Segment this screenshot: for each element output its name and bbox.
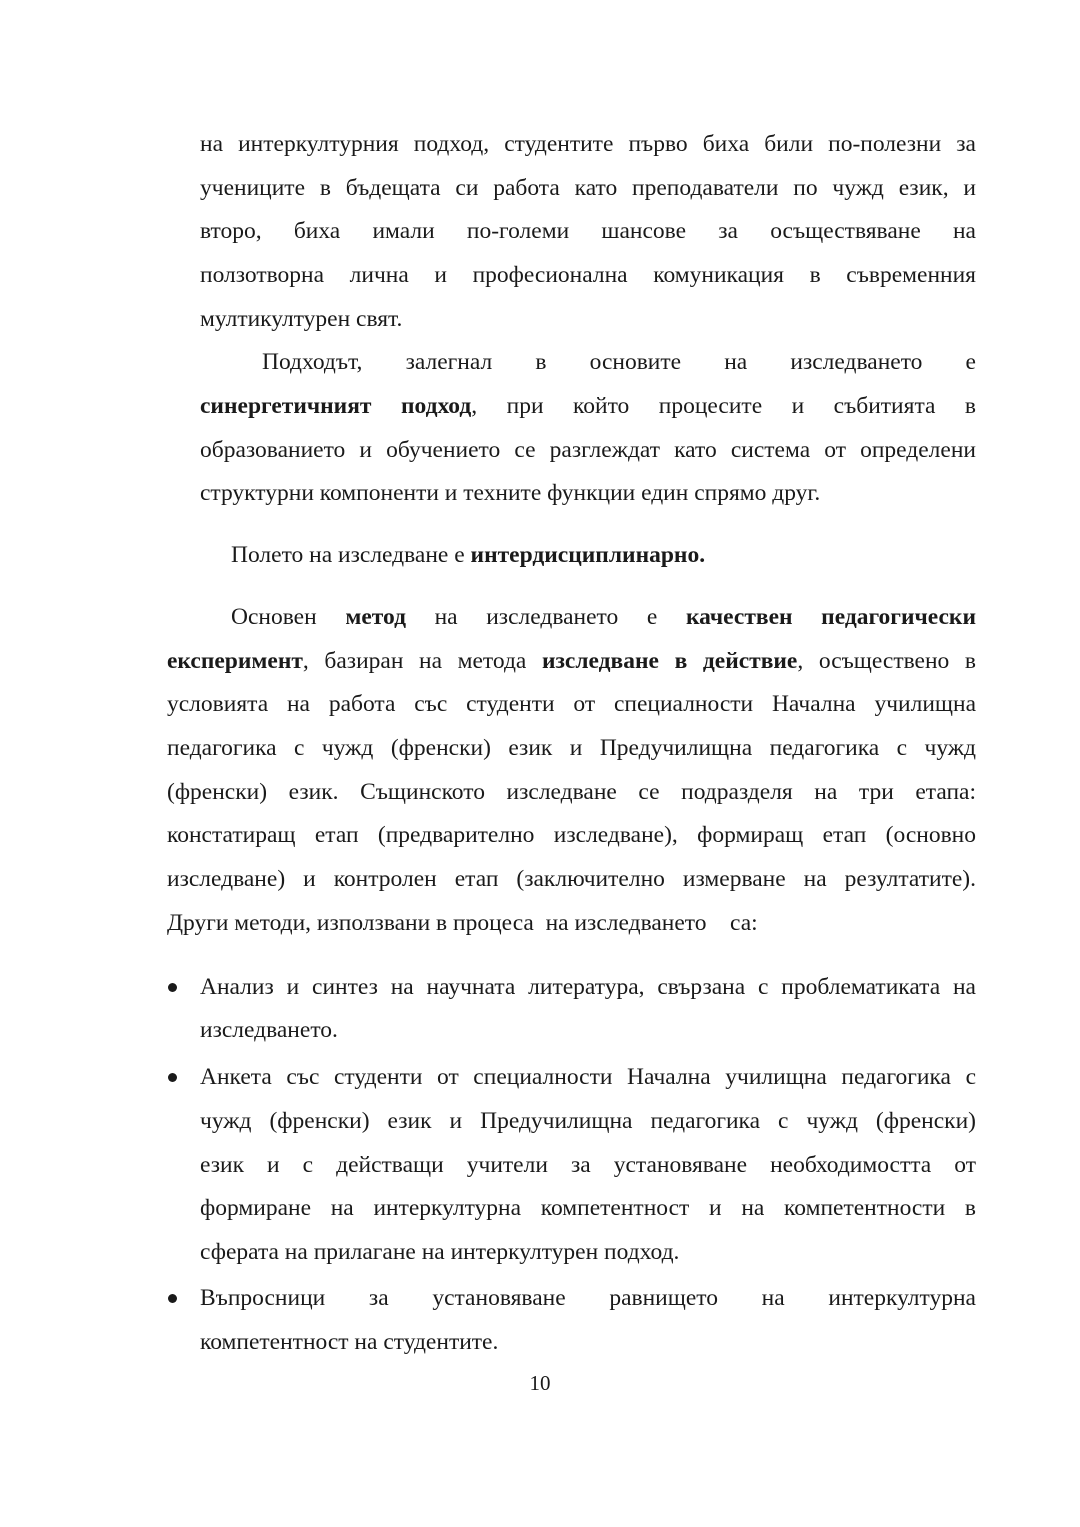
page-number: 10 — [529, 1371, 551, 1395]
text-line: констатиращ етап (предварително изследване), формиращ етап (основно — [167, 822, 976, 848]
text-line: ползотворна лична и професионална комуникация в съвременния — [200, 262, 976, 288]
text-line: второ, биха имали по-големи шансове за осъществяване на — [200, 218, 976, 244]
text-line: педагогика с чужд (френски) език и Предучилищна педагогика с чужд — [167, 735, 976, 761]
text-span: , при който процесите и събитията в — [471, 393, 977, 419]
text-line: Други методи, използвани в процеса на изследването са: — [167, 910, 758, 936]
bold-term: интердисциплинарно. — [470, 542, 706, 568]
text-line: мултикултурен свят. — [200, 306, 403, 332]
text-line — [231, 540, 705, 570]
bold-term: метод — [345, 604, 406, 630]
list-item-line: формиране на интеркултурна компетентност и на компетентности в — [200, 1195, 976, 1221]
text-line — [231, 602, 976, 632]
bold-term: качествен педагогически — [685, 604, 976, 630]
text-line — [200, 391, 976, 421]
list-item-line: изследването. — [200, 1017, 338, 1043]
list-item-line: Въпросници за установяване равнището на интеркултурна — [200, 1285, 976, 1311]
bullet-icon — [168, 1294, 177, 1303]
bold-term: експеримент — [167, 648, 303, 674]
bullet-icon — [168, 983, 177, 992]
list-item-line: сферата на прилагане на интеркултурен подход. — [200, 1239, 680, 1265]
text-span: Основен — [231, 604, 346, 630]
text-line: образованието и обучението се разглеждат като система от определени — [200, 437, 976, 463]
text-span: , осъществено в — [797, 648, 977, 674]
list-item-line: чужд (френски) език и Предучилищна педагогика с чужд (френски) — [200, 1108, 976, 1134]
text-line — [167, 646, 976, 676]
bold-term: изследване в действие — [541, 648, 798, 674]
list-item-line: Анализ и синтез на научната литература, свързана с проблематиката на — [200, 974, 976, 1000]
text-line: изследване) и контролен етап (заключително измерване на резултатите). — [167, 866, 976, 892]
list-item-line: Анкета със студенти от специалности Начална училищна педагогика с — [200, 1064, 976, 1090]
bullet-icon — [168, 1073, 177, 1082]
bold-term: синергетичният подход — [200, 393, 472, 419]
text-line: Подходът, залегнал в основите на изследването е — [262, 349, 976, 375]
text-line: учениците в бъдещата си работа като преподаватели по чужд език, и — [200, 175, 976, 201]
list-item-line: компетентност на студентите. — [200, 1329, 499, 1355]
text-line: (френски) език. Същинското изследване се подразделя на три етапа: — [167, 779, 976, 805]
text-span: , базиран на метода — [302, 648, 542, 674]
text-span: на изследването е — [405, 604, 686, 630]
text-span: Полето на изследване е — [231, 542, 471, 568]
list-item-line: език и с действащи учители за установяване необходимостта от — [200, 1152, 976, 1178]
text-line: на интеркултурния подход, студентите първо биха били по-полезни за — [200, 131, 976, 157]
text-line: условията на работа със студенти от специалности Начална училищна — [167, 691, 976, 717]
text-line: структурни компоненти и техните функции един спрямо друг. — [200, 480, 821, 506]
